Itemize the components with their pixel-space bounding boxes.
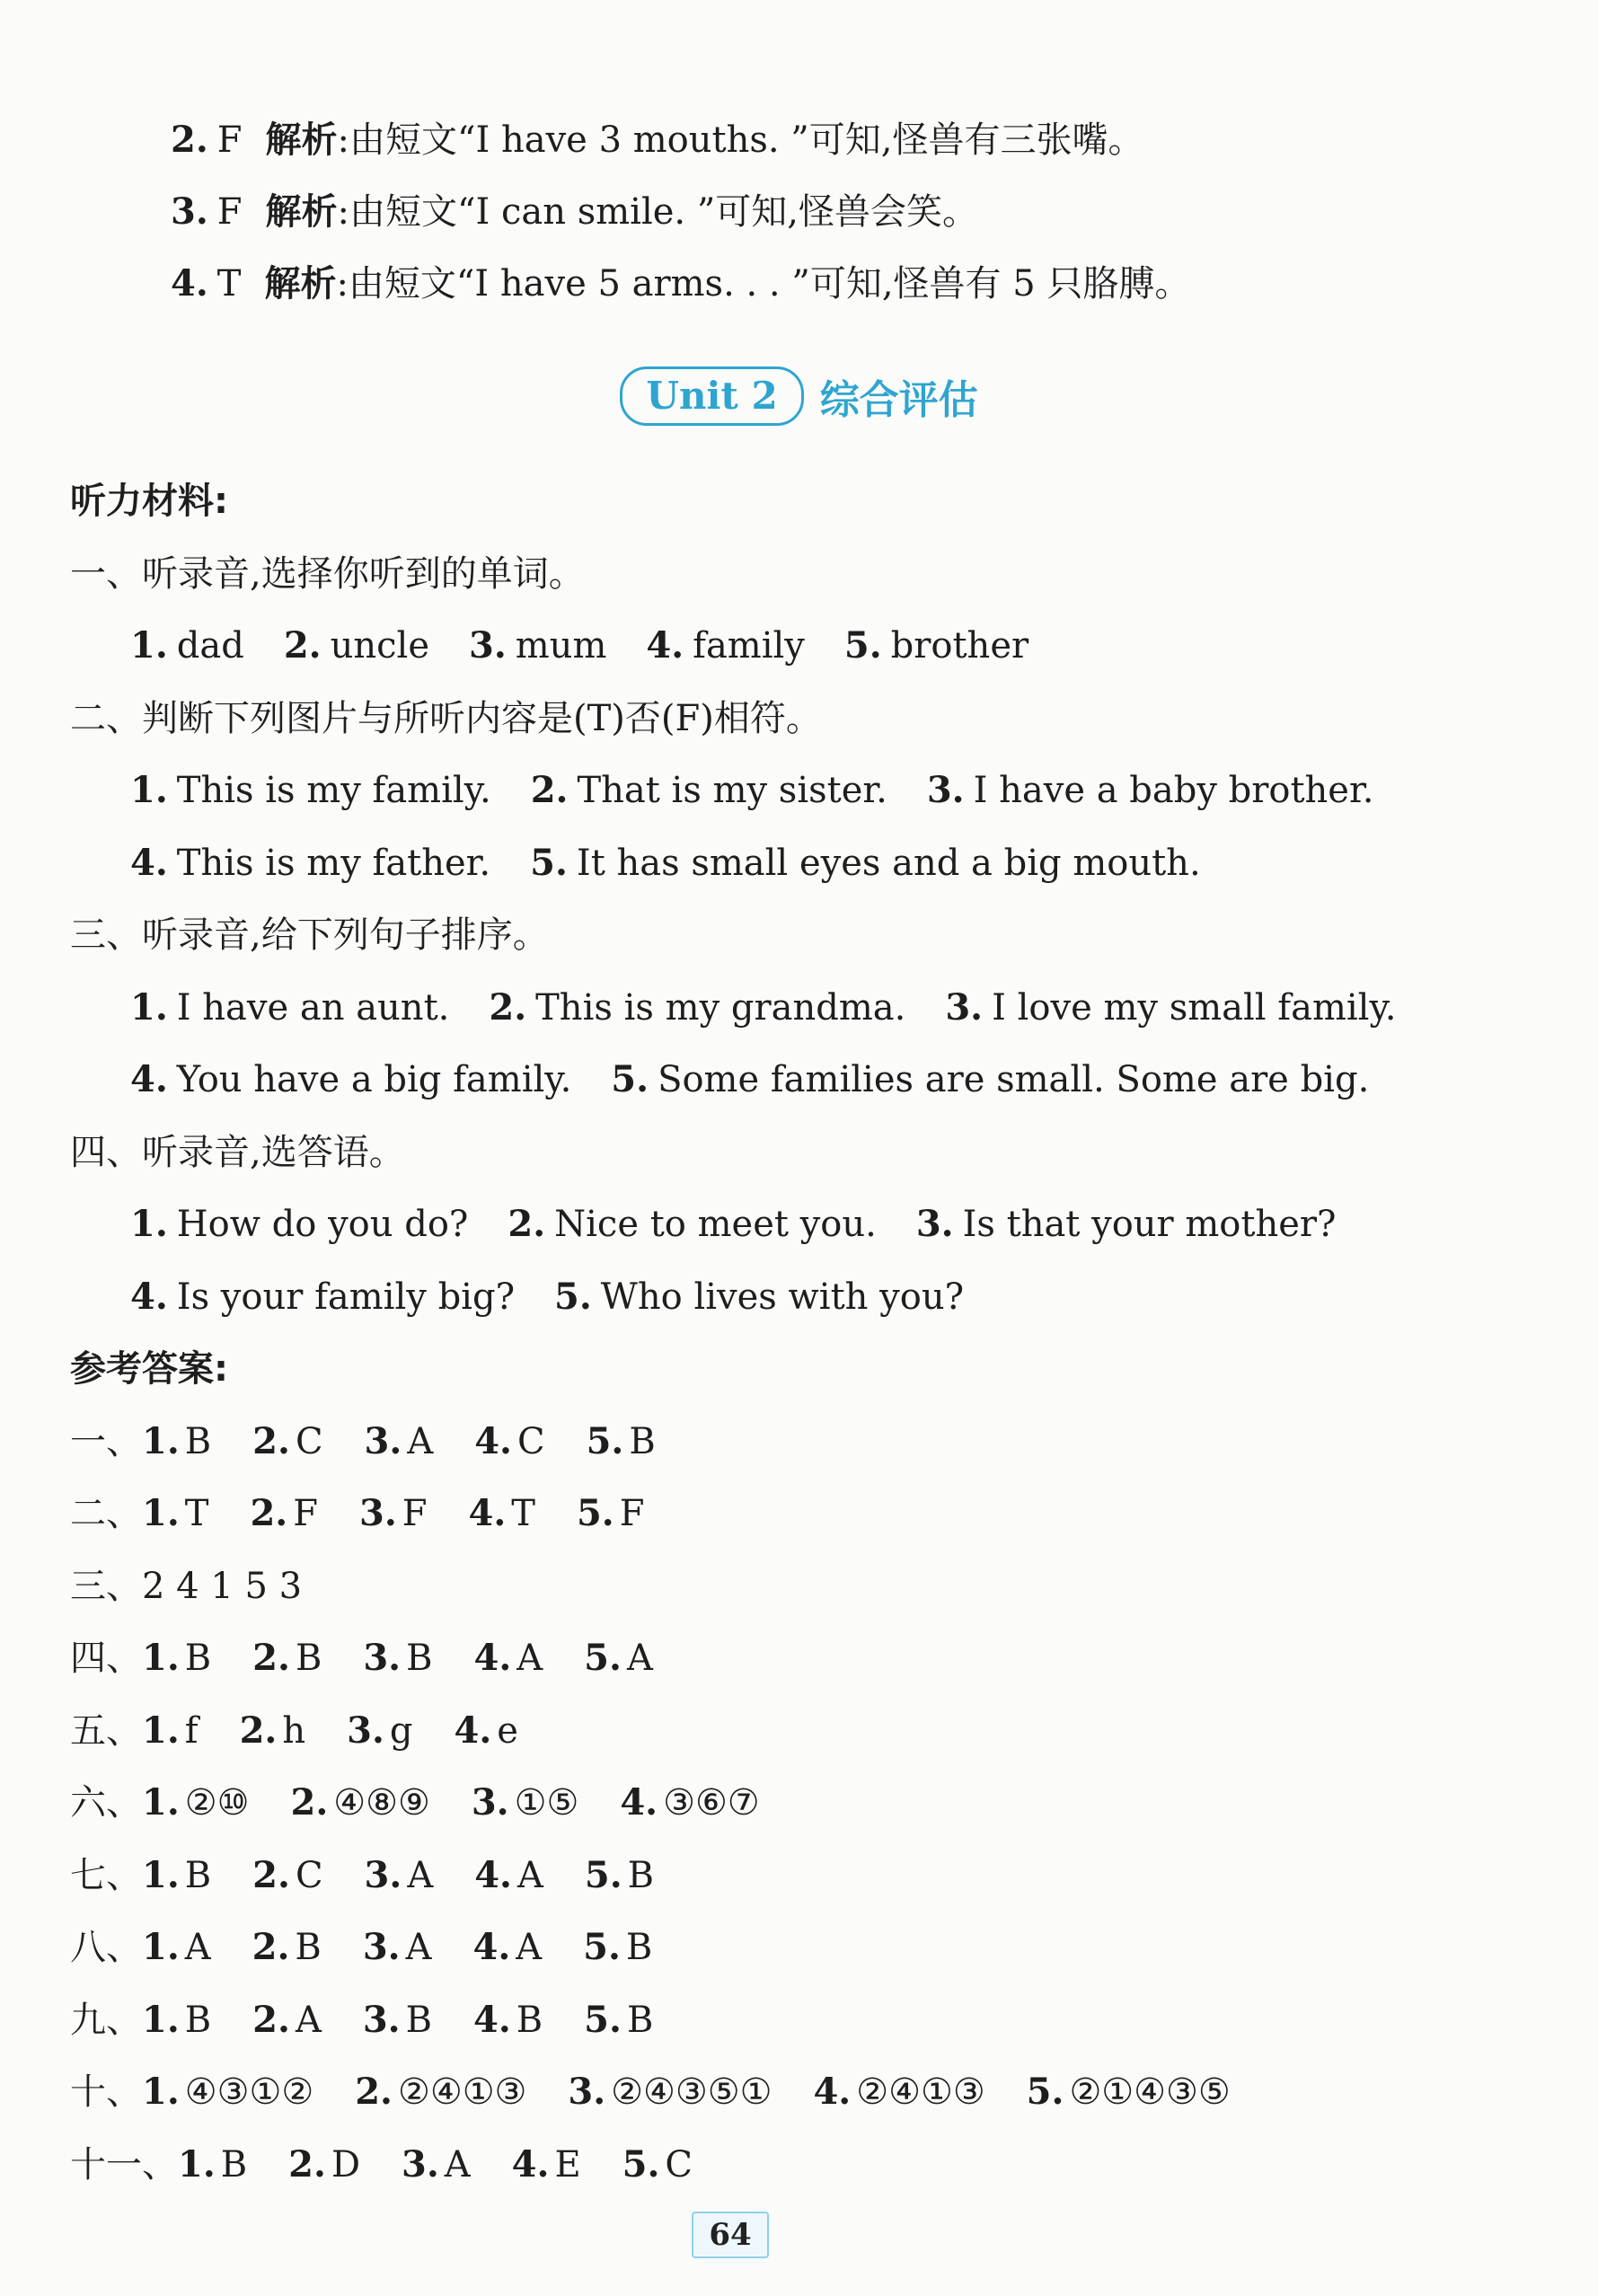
listening-item (916, 1199, 1337, 1250)
answer-number: 4. (813, 2071, 852, 2113)
answer-row (70, 2140, 693, 2190)
item-number: 3. (171, 190, 208, 233)
answer-number: 2. (252, 1853, 290, 1896)
answer-value: A (184, 1927, 211, 1968)
item-text: Who lives with you? (600, 1276, 965, 1318)
answer-value: B (625, 1927, 653, 1968)
answer-value: f (184, 1709, 199, 1752)
answer-row (70, 1995, 653, 2045)
item-text: That is my sister. (577, 770, 887, 811)
answer-item (359, 1488, 428, 1539)
answer-number: 2. (252, 1637, 290, 1679)
item-text: You have a big family. (176, 1059, 572, 1100)
answer-item (402, 2140, 471, 2190)
answer-item (469, 1488, 535, 1539)
answer-item (365, 1850, 434, 1901)
answer-value: 2 4 1 5 3 (142, 1565, 303, 1607)
answer-row (70, 2067, 1231, 2117)
answer-number: 5. (576, 1492, 614, 1534)
answer-value: e (497, 1709, 518, 1752)
item-number: 4. (171, 262, 208, 305)
item-text: I love my small family. (992, 986, 1397, 1029)
answer-item (142, 1778, 249, 1828)
answer-row-prefix: 二、 (70, 1493, 142, 1534)
answer-item (290, 1778, 429, 1828)
answer-value: ④⑧⑨ (333, 1782, 430, 1824)
answer-row-prefix: 十、 (70, 2071, 142, 2113)
item-number: 1. (130, 1203, 168, 1245)
item-number: 3. (915, 1203, 954, 1245)
answer-row-prefix: 五、 (70, 1709, 142, 1752)
explanation-text: :由短文“I have 5 arms. . . ”可知,怪兽有 5 只胳膊。 (336, 263, 1191, 305)
listening-item (844, 621, 1029, 671)
answer-value: B (184, 1638, 212, 1679)
answer-item (568, 2067, 772, 2117)
explanation-label: 解析 (265, 119, 338, 161)
listening-item (130, 1055, 571, 1105)
answer-item (142, 1561, 302, 1612)
answer-item (142, 1633, 211, 1683)
answer-item (142, 1706, 199, 1756)
listening-item (130, 1199, 468, 1250)
answer-number: 4. (474, 1419, 512, 1462)
listening-row (130, 1199, 1336, 1250)
item-number: 1. (130, 769, 168, 811)
answer-value: ②①④③⑤ (1069, 2071, 1231, 2113)
item-text: dad (176, 625, 244, 667)
item-text: Is your family big? (176, 1276, 516, 1318)
answer-number: 2. (252, 1998, 290, 2041)
answer-value: A (516, 1854, 543, 1896)
answer-item (355, 2067, 526, 2117)
item-number: 2. (283, 624, 322, 667)
answer-item (178, 2140, 247, 2190)
answer-value: ②⑩ (184, 1782, 250, 1824)
answer-value: B (626, 1999, 654, 2041)
answer-number: 4. (454, 1709, 492, 1752)
listening-row (130, 621, 1029, 671)
answer-item (252, 1633, 322, 1683)
section-heading: 二、判断下列图片与所听内容是(T)否(F)相符。 (70, 697, 822, 739)
answer-number: 3. (362, 1926, 401, 1968)
answer-number: 5. (622, 2142, 660, 2186)
answer-value: A (405, 1927, 432, 1968)
answer-number: 1. (142, 1853, 180, 1896)
item-number: 2. (508, 1203, 546, 1245)
answer-value: T (184, 1493, 209, 1534)
item-number: 5. (611, 1058, 649, 1100)
answer-item (584, 1995, 653, 2045)
answer-item (142, 1995, 211, 2045)
answer-number: 4. (468, 1492, 507, 1534)
answer-number: 3. (358, 1492, 397, 1534)
section-heading: 一、听录音,选择你听到的单词。 (70, 552, 585, 595)
listening-item (130, 765, 491, 816)
listening-item (611, 1055, 1369, 1105)
section-heading: 四、听录音,选答语。 (70, 1131, 405, 1173)
answer-number: 4. (474, 1853, 512, 1896)
answer-item (454, 1706, 517, 1756)
answer-number: 4. (511, 2142, 550, 2186)
answer-number: 3. (364, 1419, 402, 1462)
answer-number: 3. (363, 1637, 402, 1679)
item-text: I have an aunt. (176, 986, 450, 1029)
answer-value: F (402, 1493, 428, 1534)
answer-number: 2. (290, 1781, 329, 1824)
answer-value: g (389, 1709, 413, 1752)
answer-value: F (293, 1493, 318, 1534)
answer-value: D (331, 2143, 361, 2186)
answer-item (363, 1633, 432, 1683)
listening-item (130, 983, 449, 1033)
listening-row (130, 1272, 964, 1322)
answer-item (240, 1706, 306, 1756)
item-number: 4. (646, 624, 684, 667)
answer-number: 3. (402, 2142, 439, 2186)
answer-row-prefix: 一、 (70, 1420, 142, 1462)
item-number: 5. (530, 841, 568, 884)
item-text: brother (890, 625, 1029, 667)
item-text: Nice to meet you. (554, 1204, 877, 1245)
answer-row-prefix: 九、 (70, 1999, 142, 2041)
item-text: How do you do? (176, 1204, 469, 1245)
answer-item (813, 2067, 984, 2117)
explanation-text: :由短文“I can smile. ”可知,怪兽会笑。 (337, 191, 979, 233)
answer-row (70, 1561, 302, 1612)
answer-value: B (295, 1927, 322, 1968)
answer-item (142, 2067, 313, 2117)
item-text: mum (515, 625, 607, 667)
item-text: This is my father. (176, 842, 491, 884)
answer-value: A (444, 2143, 471, 2186)
section-heading: 三、听录音,给下列句子排序。 (70, 914, 549, 956)
answer-number: 1. (178, 2142, 216, 2186)
unit-heading (0, 366, 1598, 426)
item-text: Some families are small. Some are big. (658, 1059, 1370, 1100)
answer-value: B (184, 1854, 212, 1896)
answer-row-prefix: 七、 (70, 1854, 142, 1896)
answer-number: 1. (142, 1492, 180, 1534)
item-number: 4. (130, 1058, 168, 1100)
answer-item (622, 2140, 693, 2190)
answer-row (70, 1778, 760, 1828)
listening-row (130, 1055, 1369, 1105)
item-number: 5. (554, 1275, 592, 1318)
answer-number: 5. (584, 1853, 622, 1896)
answer-number: 2. (239, 1709, 278, 1752)
item-text: It has small eyes and a big mouth. (576, 842, 1201, 884)
listening-item (554, 1272, 964, 1322)
item-text: Is that your mother? (962, 1204, 1337, 1245)
answer-value: A (407, 1854, 434, 1896)
answer-value: A (516, 1638, 543, 1679)
page-number: 64 (692, 2212, 769, 2258)
listening-item (508, 1199, 876, 1250)
answer-item (620, 1778, 759, 1828)
answer-value: B (184, 1999, 212, 2041)
answer-value: ②④①③ (397, 2071, 527, 2113)
answer-number: 4. (473, 1998, 511, 2041)
answer-value: F (619, 1493, 645, 1534)
answer-value: A (516, 1927, 543, 1968)
item-number: 1. (130, 985, 168, 1029)
listening-item (531, 765, 887, 816)
answer-number: 1. (142, 2071, 180, 2113)
answer-value: T (511, 1493, 535, 1534)
answer-number: 5. (584, 1637, 622, 1679)
answer-number: 5. (586, 1419, 624, 1462)
answer-item (347, 1706, 412, 1756)
listening-item (130, 838, 490, 888)
answer-item (252, 1417, 322, 1467)
answer-value: B (516, 1999, 543, 2041)
answer-number: 4. (620, 1781, 658, 1824)
item-number: 4. (130, 841, 168, 884)
answer-row-prefix: 三、 (70, 1565, 142, 1607)
answer-item (250, 1488, 318, 1539)
answer-number: 2. (252, 1926, 290, 1968)
answer-number: 4. (473, 1637, 512, 1679)
answer-row-prefix: 四、 (70, 1638, 142, 1679)
answer-item (473, 1995, 543, 2045)
listening-item (284, 621, 429, 671)
answer-value: A (407, 1420, 434, 1462)
answer-item (472, 1778, 578, 1828)
answer-number: 5. (1026, 2071, 1064, 2113)
explanation-3 (171, 187, 978, 237)
answer-value: ①⑤ (514, 1782, 579, 1824)
answer-number: 2. (288, 2142, 326, 2186)
listening-row (130, 765, 1373, 816)
answer-item (587, 1417, 656, 1467)
answer-item (474, 1633, 543, 1683)
explanation-text: :由短文“I have 3 mouths. ”可知,怪兽有三张嘴。 (337, 119, 1144, 161)
listening-item (130, 1272, 515, 1322)
explanation-4 (171, 259, 1190, 309)
item-number: 3. (945, 985, 984, 1029)
answer-item (142, 1922, 211, 1973)
answer-value: h (282, 1709, 306, 1752)
answer-value: B (627, 1854, 655, 1896)
answer-value: C (295, 1854, 323, 1896)
answer-value: B (295, 1638, 322, 1679)
answer-number: 3. (471, 1781, 509, 1824)
answer-letter: F (216, 119, 243, 161)
item-number: 2. (489, 985, 527, 1029)
answers-title: 参考答案: (70, 1348, 228, 1390)
answer-item (142, 1417, 211, 1467)
answer-item (365, 1417, 434, 1467)
item-number: 3. (468, 624, 507, 667)
answer-item (252, 1995, 322, 2045)
explanation-label: 解析 (264, 263, 337, 305)
answer-letter: F (216, 191, 243, 233)
answer-item (584, 1633, 653, 1683)
answer-row (70, 1850, 654, 1901)
answer-value: B (184, 1420, 212, 1462)
answer-value: A (626, 1638, 653, 1679)
answer-item (142, 1488, 208, 1539)
listening-item (646, 621, 805, 671)
answer-number: 3. (362, 1998, 401, 2041)
item-number: 1. (130, 624, 168, 667)
listening-row (130, 838, 1201, 888)
answer-row (70, 1417, 656, 1467)
explanation-2 (171, 115, 1143, 165)
listening-item (927, 765, 1374, 816)
answer-item (577, 1488, 645, 1539)
answer-row (70, 1706, 518, 1756)
answer-item (252, 1850, 322, 1901)
listening-item (469, 621, 606, 671)
answer-item (474, 1850, 543, 1901)
unit-title: 综合评估 (819, 377, 978, 423)
item-number: 2. (171, 119, 208, 161)
item-number: 3. (926, 769, 965, 811)
item-text: This is my family. (176, 770, 491, 811)
answer-number: 1. (142, 1926, 180, 1968)
answer-value: B (406, 1638, 433, 1679)
answer-number: 2. (355, 2071, 393, 2113)
item-text: family (693, 625, 805, 667)
listening-title: 听力材料: (70, 481, 228, 522)
answer-row (70, 1633, 653, 1683)
answer-number: 1. (142, 1998, 180, 2041)
answer-item (583, 1922, 652, 1973)
item-number: 2. (530, 769, 569, 811)
listening-item (945, 983, 1396, 1033)
answer-number: 4. (472, 1926, 511, 1968)
item-number: 5. (843, 624, 882, 667)
answer-value: B (405, 1999, 432, 2041)
unit-badge: Unit 2 (620, 366, 803, 426)
answer-value: ④③①② (184, 2071, 314, 2113)
answer-number: 5. (584, 1998, 622, 2041)
answer-item (363, 1995, 432, 2045)
answer-item (585, 1850, 654, 1901)
answer-item (512, 2140, 581, 2190)
answer-number: 1. (142, 1709, 180, 1752)
answer-number: 1. (142, 1781, 180, 1824)
answer-value: ②④①③ (856, 2071, 985, 2113)
answer-value: C (665, 2143, 693, 2186)
answer-value: E (554, 2143, 581, 2186)
listening-item (130, 621, 244, 671)
answer-item (472, 1922, 542, 1973)
answer-value: C (516, 1420, 545, 1462)
answer-item (474, 1417, 544, 1467)
answer-number: 2. (250, 1492, 288, 1534)
answer-item (1027, 2067, 1231, 2117)
answer-number: 3. (364, 1853, 402, 1896)
answer-row-prefix: 八、 (70, 1927, 142, 1968)
answer-number: 2. (252, 1419, 290, 1462)
answer-row-prefix: 六、 (70, 1782, 142, 1824)
answer-number: 5. (583, 1926, 621, 1968)
answer-item (363, 1922, 432, 1973)
answer-value: B (220, 2143, 248, 2186)
answer-number: 3. (568, 2071, 606, 2113)
item-text: I have a baby brother. (973, 770, 1374, 811)
answer-value: B (629, 1420, 656, 1462)
answer-number: 1. (142, 1637, 180, 1679)
answer-letter: T (216, 263, 242, 305)
listening-item (489, 983, 905, 1033)
item-number: 4. (130, 1275, 168, 1318)
item-text: uncle (330, 625, 429, 667)
answer-item (142, 1850, 211, 1901)
answer-value: C (295, 1420, 323, 1462)
answer-item (252, 1922, 322, 1973)
answer-item (288, 2140, 360, 2190)
answer-number: 3. (347, 1709, 384, 1752)
answer-row (70, 1922, 652, 1973)
explanation-label: 解析 (265, 191, 338, 233)
answer-number: 1. (142, 1419, 180, 1462)
answer-value: ③⑥⑦ (663, 1782, 760, 1824)
listening-row (130, 983, 1396, 1033)
answer-value: A (295, 1999, 322, 2041)
item-text: This is my grandma. (535, 986, 906, 1029)
answer-value: ②④③⑤① (611, 2071, 773, 2113)
answer-row (70, 1488, 645, 1539)
listening-item (530, 838, 1201, 888)
answer-row-prefix: 十一、 (70, 2143, 178, 2186)
